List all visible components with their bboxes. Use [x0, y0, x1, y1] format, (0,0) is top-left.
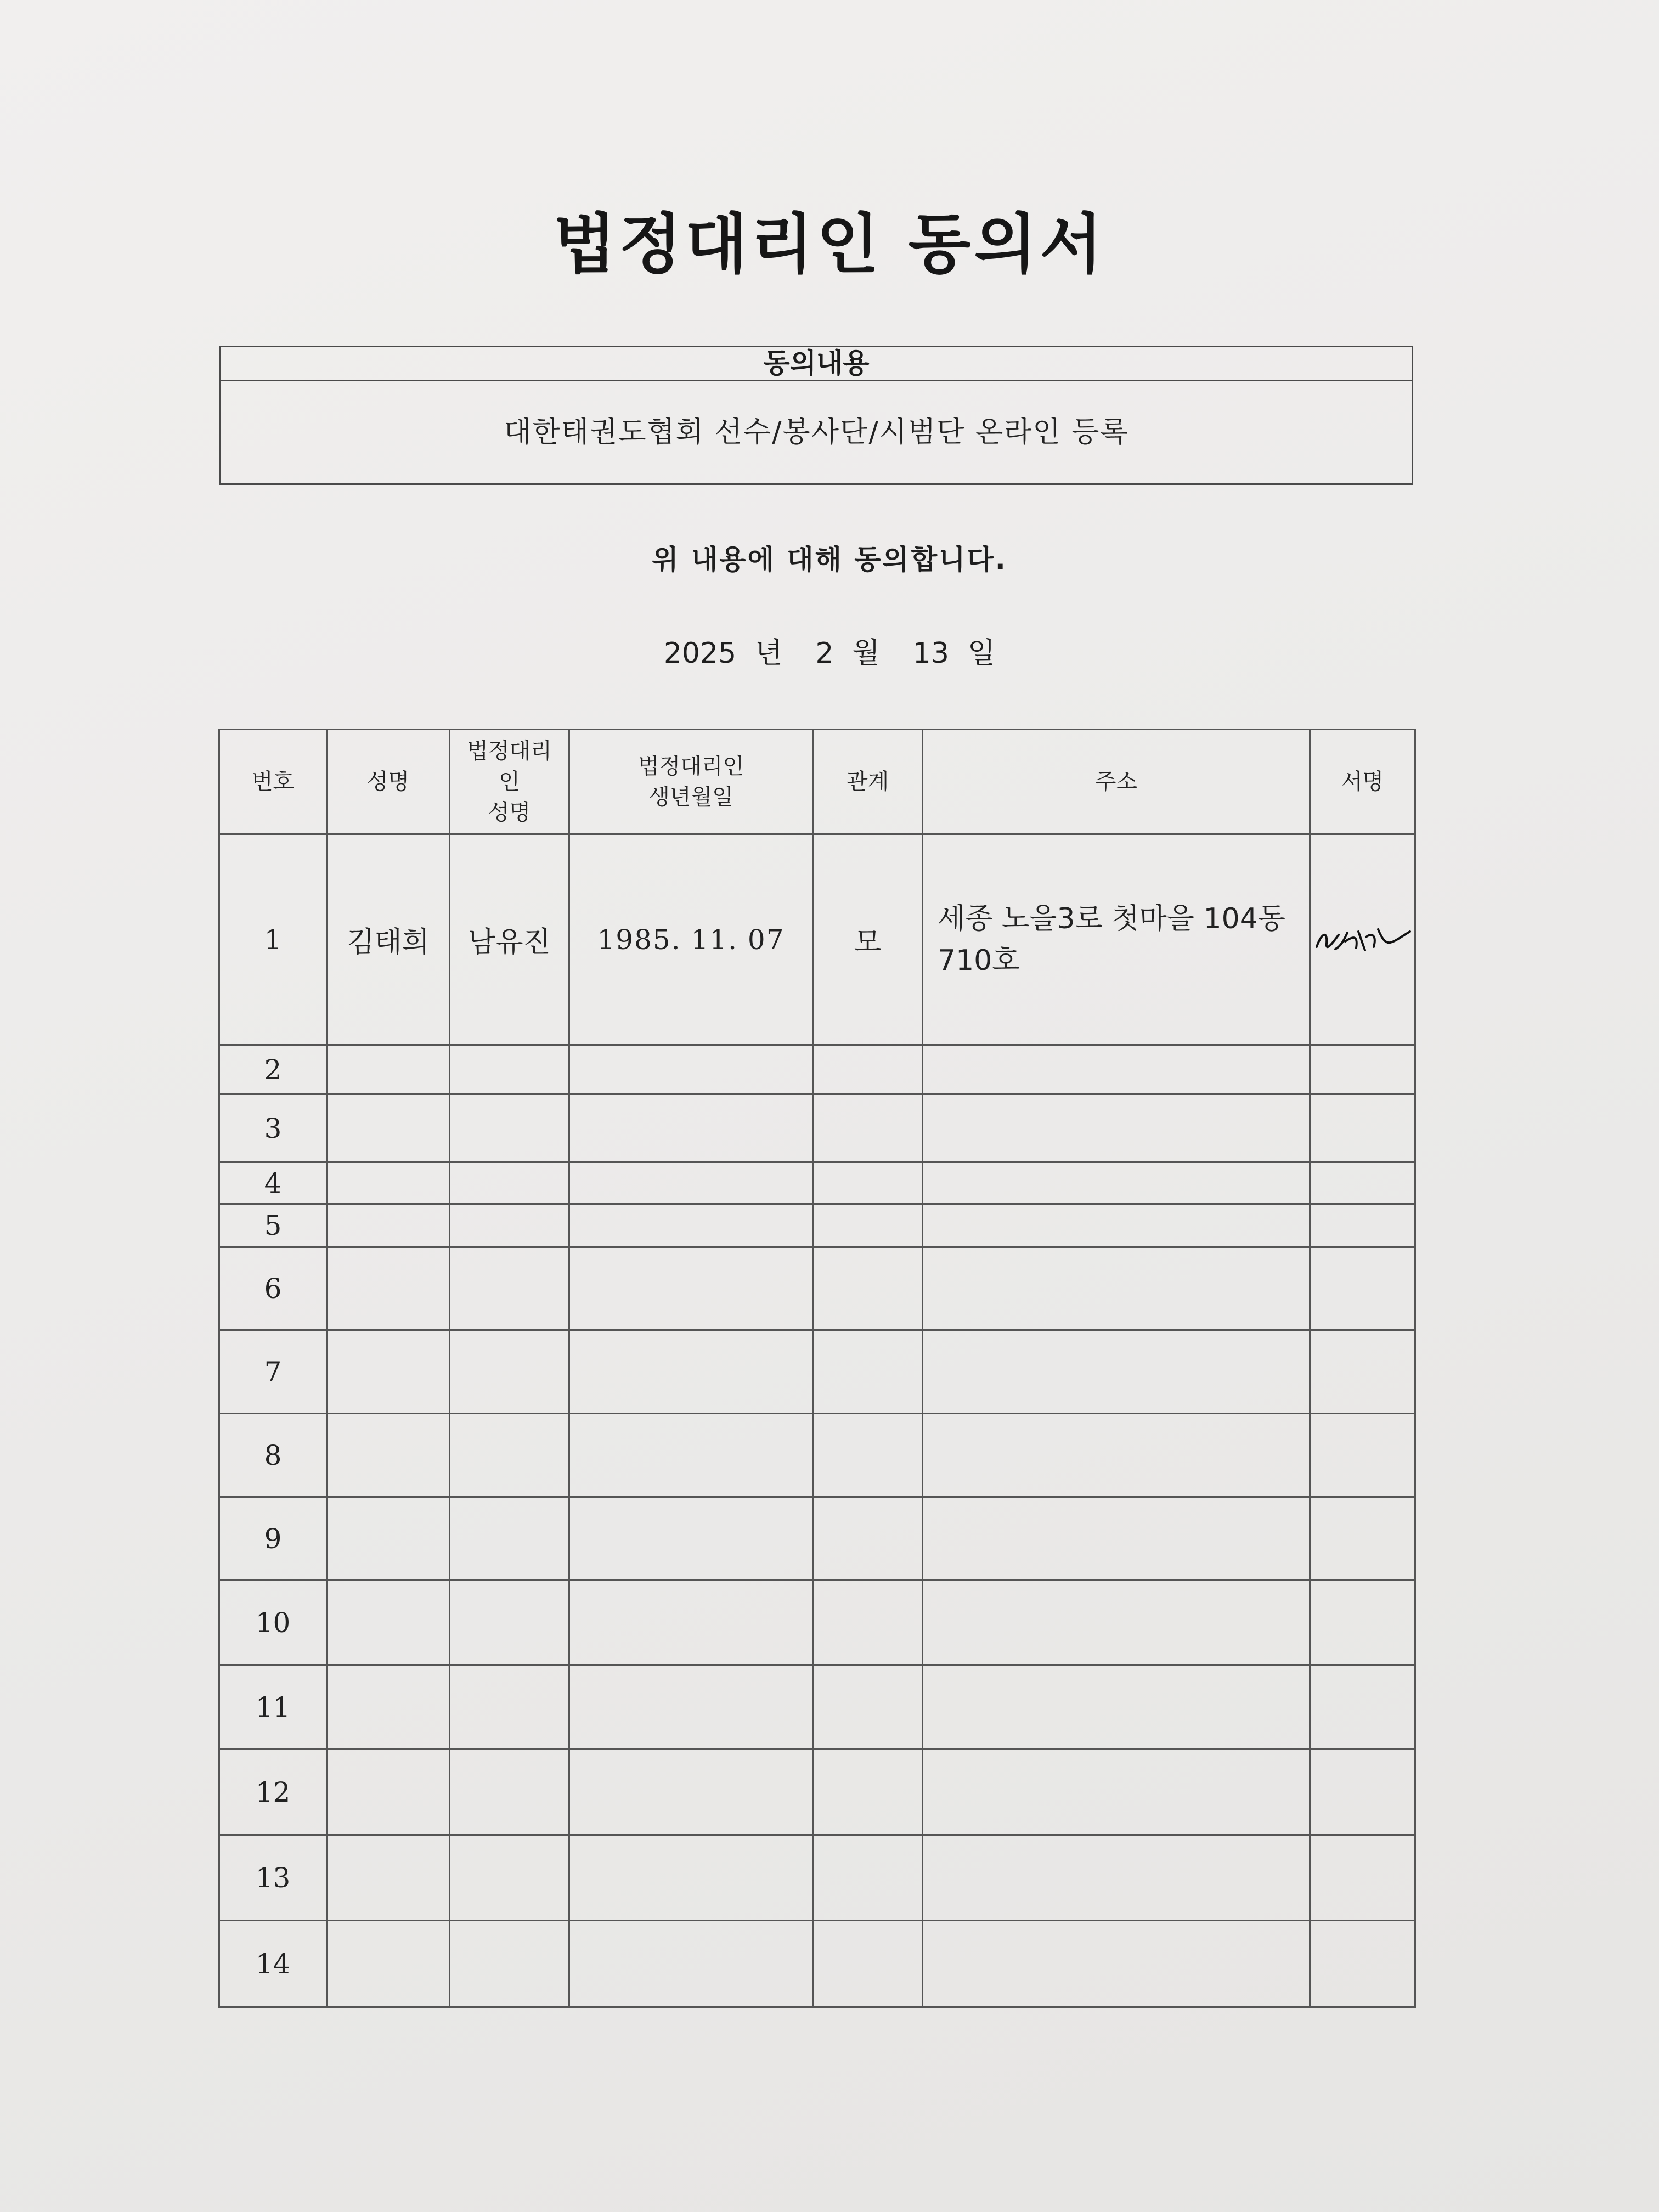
date-month: 2: [815, 637, 834, 670]
table-row: [219, 1581, 1415, 1665]
cell-no: 7: [219, 1330, 327, 1414]
cell-no: 5: [219, 1204, 327, 1247]
table-row: [219, 1163, 1415, 1204]
header-guardian-birth-line2: 생년월일: [648, 785, 733, 810]
table-row: [219, 834, 1415, 1045]
table-row: [219, 1094, 1415, 1163]
table-row: [219, 1045, 1415, 1094]
table-row: [219, 1750, 1415, 1835]
consent-content-box: [219, 346, 1413, 485]
table-row: [219, 1204, 1415, 1247]
cell-no: 6: [219, 1247, 327, 1330]
cell-signature: [1310, 834, 1415, 1045]
cell-address: [923, 834, 1310, 1045]
cell-no: 10: [219, 1581, 327, 1665]
header-no: 번호: [219, 730, 327, 834]
header-address: 주소: [923, 730, 1310, 834]
date-month-unit: 월: [852, 637, 880, 670]
cell-no: 9: [219, 1497, 327, 1581]
cell-guardian-birth: 1985. 11. 07: [569, 834, 813, 1045]
table-row: [219, 1835, 1415, 1921]
header-guardian-name-line2: 인: [499, 769, 520, 794]
table-row: [219, 1330, 1415, 1414]
header-signature: 서명: [1310, 730, 1415, 834]
cell-relation: 모: [813, 834, 923, 1045]
agreement-statement: 위 내용에 대해 동의합니다.: [652, 544, 1007, 575]
guardian-registration-table: [218, 729, 1416, 2008]
consent-content-body: 대한태권도협회 선수/봉사단/시범단 온라인 등록: [504, 416, 1129, 449]
document-title: 법정대리인 동의서: [553, 206, 1106, 282]
table-row: [219, 1414, 1415, 1497]
table-row: [219, 1247, 1415, 1330]
cell-no: 4: [219, 1163, 327, 1204]
table-row: [219, 1921, 1415, 2007]
consent-content-header: 동의내용: [221, 347, 1412, 381]
cell-guardian-name: 남유진: [450, 834, 569, 1045]
date-year-unit: 년: [755, 637, 783, 670]
handwritten-signature: [1313, 915, 1412, 964]
header-relation: 관계: [813, 730, 923, 834]
header-name: 성명: [327, 730, 450, 834]
cell-no: 1: [219, 834, 327, 1045]
header-guardian-birth-line1: 법정대리인: [637, 754, 744, 779]
header-guardian-name-line1: 법정대리: [467, 738, 552, 764]
cell-no: 14: [219, 1921, 327, 2007]
date-day: 13: [912, 637, 949, 670]
table-row: [219, 1665, 1415, 1750]
cell-no: 2: [219, 1045, 327, 1094]
date-line: [0, 630, 1659, 671]
address-line1: 세종 노을3로 첫마을 104동: [938, 902, 1286, 935]
cell-no: 8: [219, 1414, 327, 1497]
cell-no: 11: [219, 1665, 327, 1750]
table-header-row: [219, 730, 1415, 834]
header-guardian-name-line3: 성명: [488, 800, 531, 825]
header-guardian-birth: [569, 730, 813, 834]
cell-no: 12: [219, 1750, 327, 1835]
cell-no: 13: [219, 1835, 327, 1921]
date-day-unit: 일: [967, 637, 996, 670]
table-row: [219, 1497, 1415, 1581]
cell-no: 3: [219, 1094, 327, 1163]
cell-name: 김태희: [327, 834, 450, 1045]
header-guardian-name: [450, 730, 569, 834]
address-line2: 710호: [938, 944, 1020, 977]
date-year: 2025: [663, 637, 737, 670]
